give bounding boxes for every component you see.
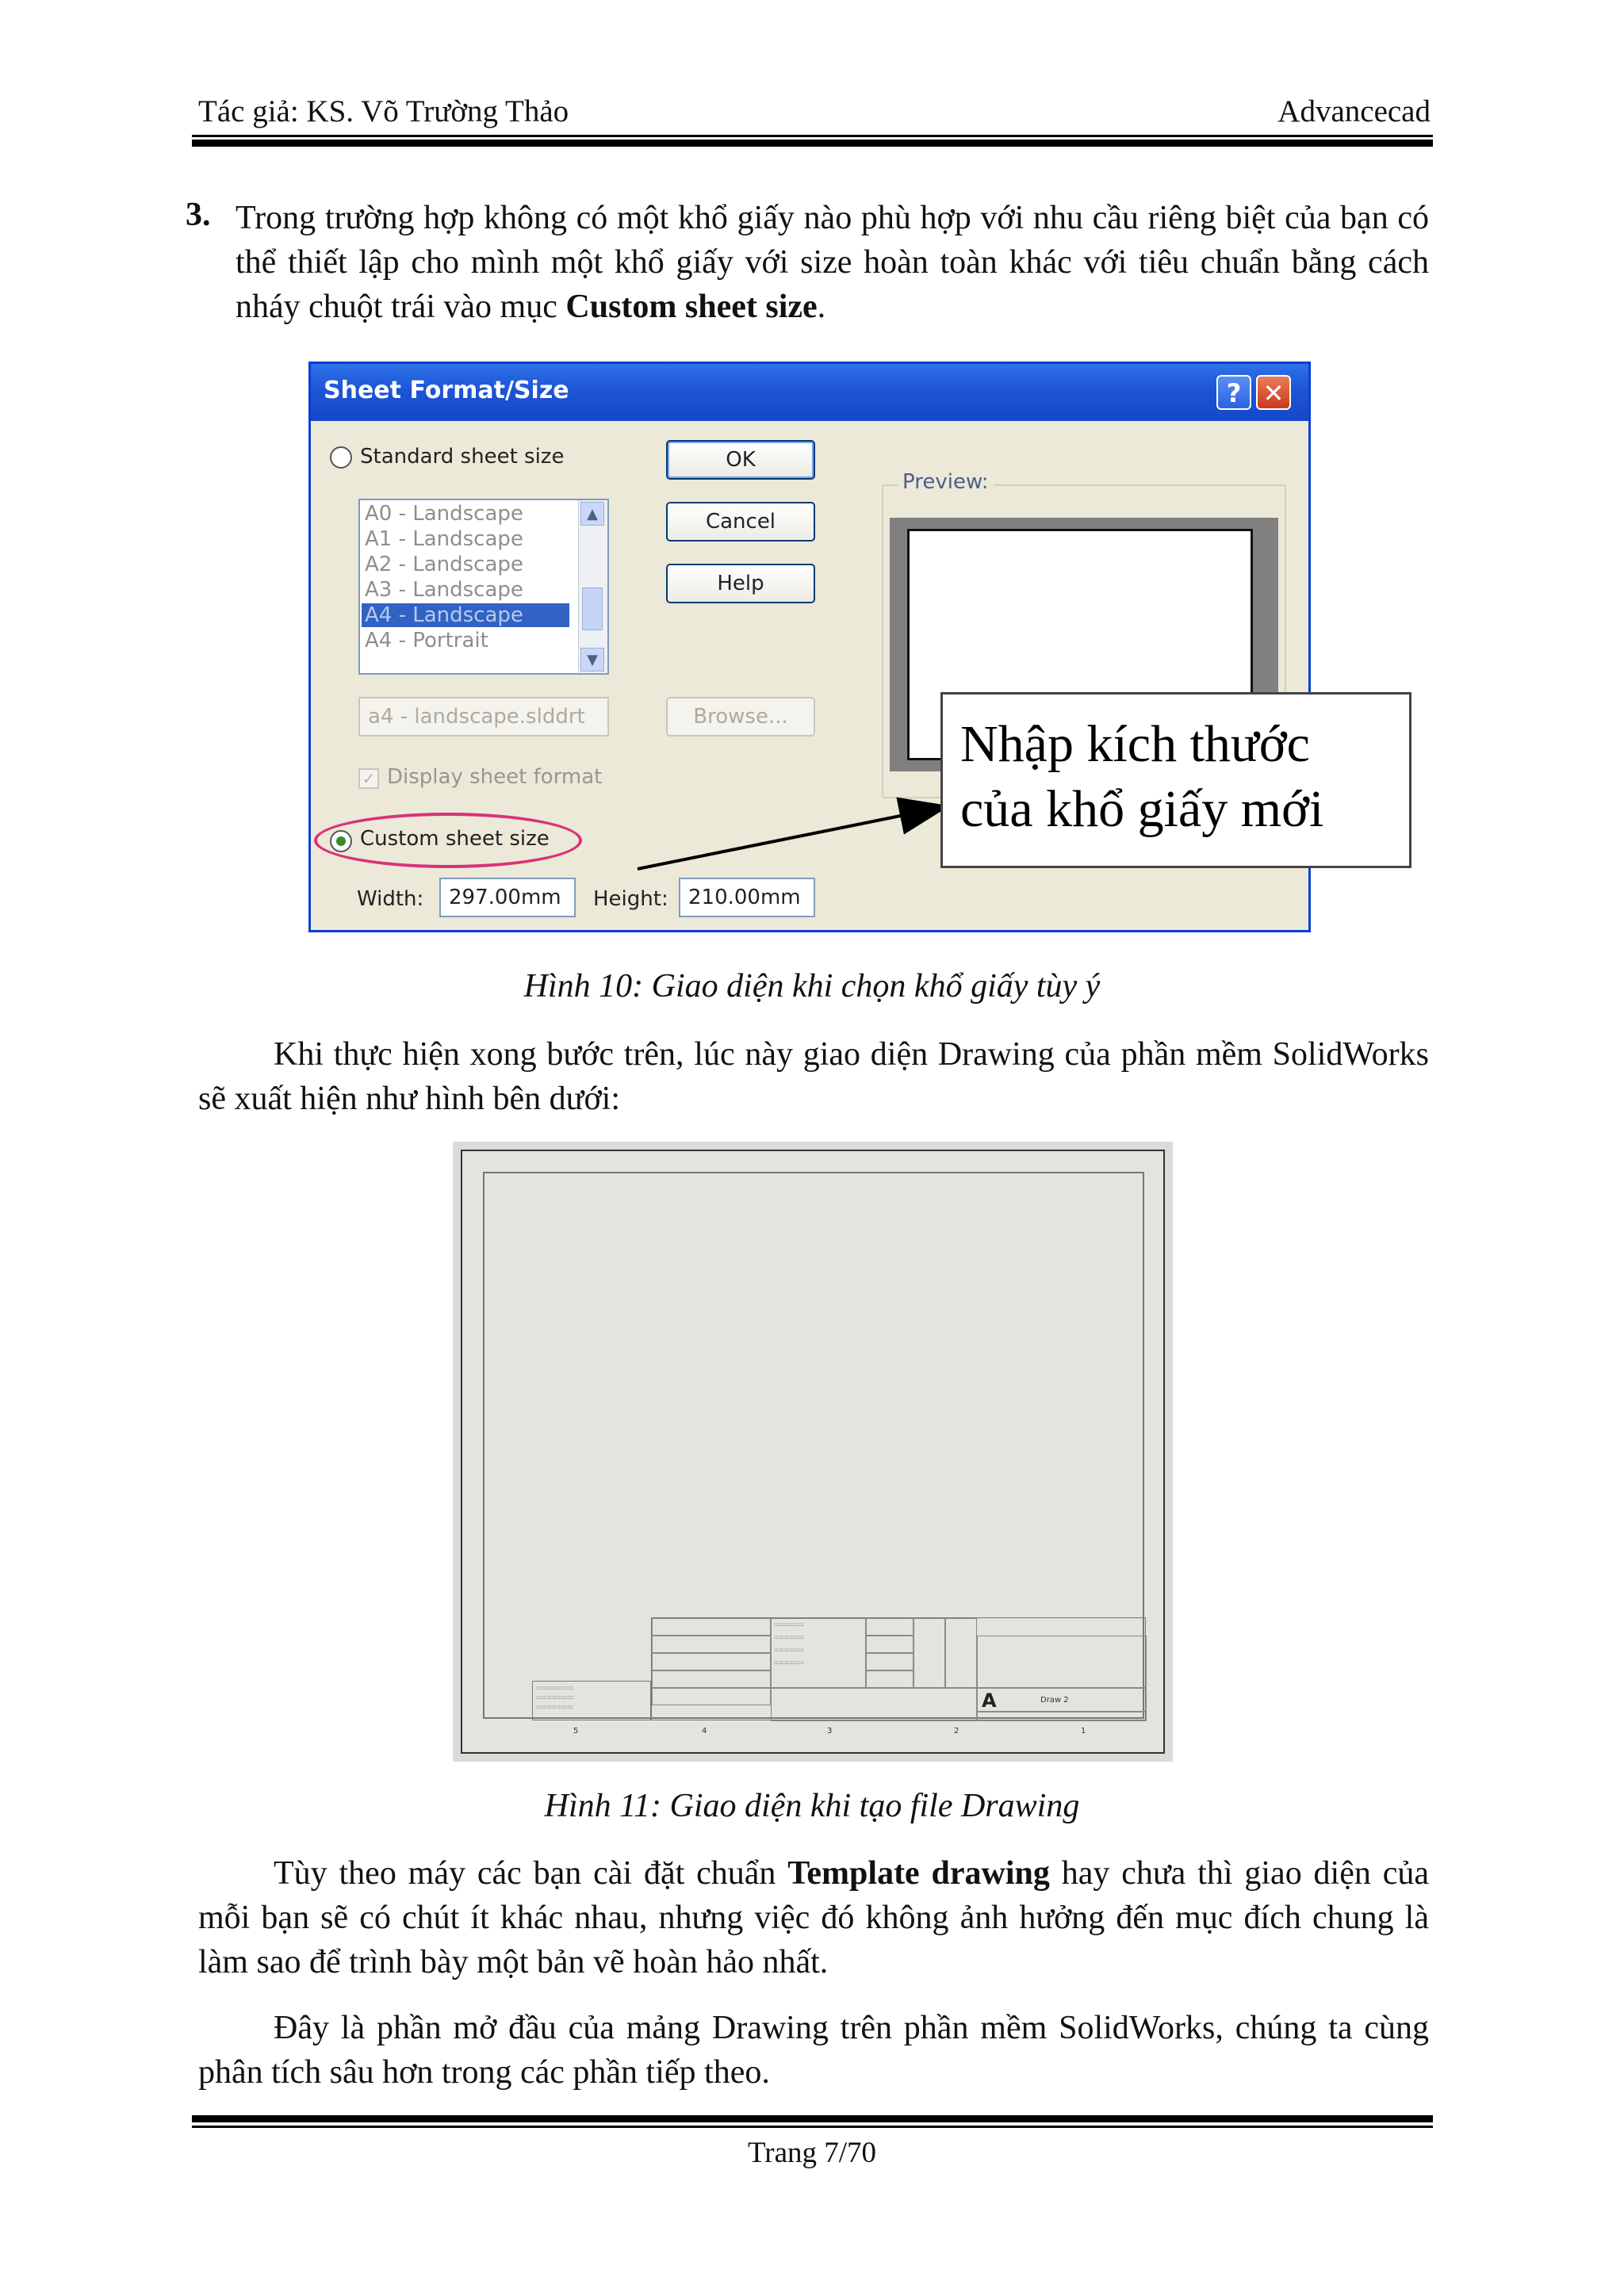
footer-rule-thin <box>192 2126 1433 2128</box>
display-sheet-format-checkbox[interactable]: ✓ <box>358 768 379 789</box>
list-item[interactable]: A4 - Portrait <box>365 629 488 652</box>
scroll-thumb[interactable] <box>582 587 603 630</box>
figure11-caption: Hình 11: Giao diện khi tạo file Drawing <box>544 1788 1080 1824</box>
drawing-border <box>483 1172 1144 1719</box>
template-drawing-bold: Template drawing <box>787 1855 1050 1892</box>
listbox-scrollbar[interactable] <box>578 500 607 673</box>
close-button[interactable]: ✕ <box>1256 375 1291 410</box>
step3-paragraph: Trong trường hợp không có một khổ giấy nào phù hợp với nhu cầu riêng biệt của bạn có thể thiết lập cho mình một khổ giấy với size hoàn toàn khác với tiêu chuẩn bằng cách nháy chuột trái vào mục Custom sheet size. <box>236 200 1429 325</box>
custom-sheet-size-radio[interactable] <box>330 830 352 852</box>
custom-sheet-size-label: Custom sheet size <box>360 827 550 851</box>
list-item[interactable]: A0 - Landscape <box>365 502 523 526</box>
paragraph-2: Tùy theo máy các bạn cài đặt chuẩn Template drawing hay chưa thì giao diện của mỗi bạn sẽ có chút ít khác nhau, nhưng việc đó không ảnh hưởng đến mục đích chung là làm sao để trình bày một bản vẽ hoàn hảo nhất. <box>198 1855 1429 1980</box>
dialog-title: Sheet Format/Size <box>324 377 569 404</box>
size-letter: A <box>982 1689 997 1712</box>
preview-label: Preview: <box>898 470 994 494</box>
scroll-up-icon[interactable]: ▲ <box>580 502 604 526</box>
dialog-titlebar <box>311 364 1308 421</box>
paragraph-1: Khi thực hiện xong bước trên, lúc này giao diện Drawing của phần mềm SolidWorks sẽ xuất hiện như hình bên dưới: <box>198 1036 1429 1117</box>
paragraph-3: Đây là phần mở đầu của mảng Drawing trên phần mềm SolidWorks, chúng ta cùng phân tích sâu hơn trong các phần tiếp theo. <box>198 2010 1429 2091</box>
header-brand: Advancecad <box>1277 94 1431 128</box>
notes-block: :::::::::::::::::::: :::::::::::::::::::: :::::::::::::::::::: <box>532 1681 651 1720</box>
callout-line-2: của khổ giấy mới <box>960 780 1324 838</box>
title-block: A Draw 2 :::::::::::::::: :::::::::::::::: :::::::::::::::: :::::::::::::::: <box>651 1617 1146 1720</box>
width-label: Width: <box>357 887 424 911</box>
list-item[interactable]: A1 - Landscape <box>365 527 523 551</box>
display-sheet-format-label: Display sheet format <box>387 765 603 789</box>
height-label: Height: <box>593 887 668 911</box>
browse-button[interactable]: Browse... <box>666 697 815 737</box>
help-button[interactable]: Help <box>666 564 815 603</box>
help-title-button[interactable]: ? <box>1216 375 1251 410</box>
standard-sheet-size-label: Standard sheet size <box>360 445 565 469</box>
footer-page: Trang 7/70 <box>747 2137 877 2169</box>
ok-button[interactable]: OK <box>666 440 815 480</box>
zone-label: 5 <box>573 1727 579 1735</box>
drawing-name: Draw 2 <box>1040 1696 1069 1705</box>
list-item[interactable]: A3 - Landscape <box>365 578 523 602</box>
cancel-button[interactable]: Cancel <box>666 502 815 541</box>
sheet-size-listbox[interactable] <box>358 499 609 675</box>
header-rule-thin <box>192 135 1433 137</box>
custom-sheet-size-bold: Custom sheet size <box>565 289 818 325</box>
zone-label: 3 <box>827 1727 833 1735</box>
width-input[interactable]: 297.00mm <box>439 878 576 917</box>
footer-rule-thick <box>192 2115 1433 2122</box>
callout-line-1: Nhập kích thước <box>960 715 1310 773</box>
zone-label: 2 <box>954 1727 959 1735</box>
drawing-sheet <box>461 1150 1165 1754</box>
height-input[interactable]: 210.00mm <box>679 878 815 917</box>
header-rule-thick <box>192 140 1433 147</box>
zone-label: 1 <box>1081 1727 1086 1735</box>
header-author: Tác giả: KS. Võ Trường Thảo <box>198 94 569 128</box>
sheet-format-file-field[interactable]: a4 - landscape.slddrt <box>358 697 609 737</box>
step-number: 3. <box>186 197 211 233</box>
scroll-down-icon[interactable]: ▼ <box>580 648 604 672</box>
list-item[interactable]: A2 - Landscape <box>365 553 523 576</box>
callout-box <box>940 692 1411 868</box>
figure10-caption: Hình 10: Giao diện khi chọn khổ giấy tùy ý <box>523 968 1101 1004</box>
list-item-selected[interactable]: A4 - Landscape <box>362 603 569 627</box>
drawing-sheet-figure <box>453 1142 1173 1762</box>
callout-arrow <box>626 793 959 888</box>
standard-sheet-size-radio[interactable] <box>330 446 352 469</box>
zone-label: 4 <box>702 1727 707 1735</box>
